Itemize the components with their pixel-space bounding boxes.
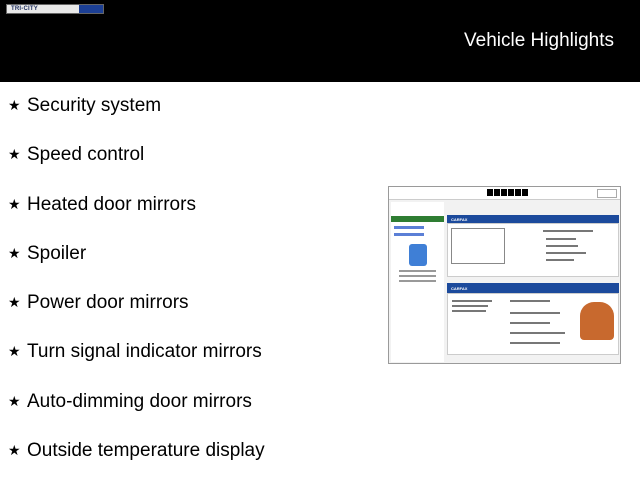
carfax-sidebar [391, 202, 444, 362]
feature-label: Spoiler [27, 242, 87, 264]
sidebar-link [394, 226, 424, 229]
feature-item [8, 391, 265, 440]
feature-item [8, 292, 265, 341]
panel-text-line [510, 300, 550, 302]
panel-text-line [452, 305, 488, 307]
star-icon: ★ [8, 343, 21, 360]
feature-item [8, 95, 265, 144]
star-icon: ★ [8, 97, 21, 113]
carfax-fox-icon [580, 302, 614, 340]
panel-text-line [546, 238, 576, 240]
panel-text-line [546, 259, 574, 261]
panel-text-line [510, 312, 560, 314]
sidebar-text-line [399, 275, 436, 277]
header-bar [0, 0, 640, 82]
value-chart-box [451, 228, 505, 264]
feature-item [8, 243, 265, 292]
feature-label: Turn signal indicator mirrors [27, 341, 262, 363]
carfax-main [447, 202, 619, 362]
history-panel [447, 293, 619, 355]
feature-label: Auto-dimming door mirrors [27, 390, 252, 412]
feature-label: Heated door mirrors [27, 193, 196, 215]
carfax-logo [487, 189, 529, 196]
panel-text-line [546, 245, 578, 247]
feature-item [8, 440, 265, 489]
dealer-logo-contact [79, 5, 103, 13]
panel-text-line [510, 342, 560, 344]
panel-text-line [546, 252, 586, 254]
feature-label: Speed control [27, 144, 145, 166]
carfax-badge-icon [409, 244, 427, 266]
feature-label: Outside temperature display [27, 440, 265, 462]
star-icon: ★ [8, 244, 21, 261]
sidebar-active-item [391, 216, 444, 222]
page-title: Vehicle Highlights [464, 30, 614, 51]
feature-item [8, 194, 265, 243]
panel-text-line [543, 230, 593, 232]
feature-label: Power door mirrors [27, 292, 189, 314]
panel-text-line [452, 310, 486, 312]
star-icon: ★ [8, 195, 21, 212]
dealer-logo-text: TRI-CITY [11, 6, 38, 12]
feature-list [8, 95, 265, 489]
carfax-report-thumbnail[interactable] [388, 186, 621, 364]
sidebar-text-line [399, 280, 436, 282]
sidebar-link [394, 233, 424, 236]
value-panel [447, 223, 619, 277]
carfax-topbar [389, 187, 620, 200]
panel-text-line [510, 332, 565, 334]
feature-item [8, 341, 265, 390]
panel-text-line [452, 300, 492, 302]
value-report-bar: CARFAX [447, 215, 619, 223]
sidebar-text-line [399, 270, 436, 272]
star-icon: ★ [8, 146, 21, 163]
star-icon: ★ [8, 442, 21, 459]
print-button [597, 189, 617, 198]
feature-label: Security system [27, 95, 162, 116]
panel-text-line [510, 322, 550, 324]
star-icon: ★ [8, 392, 21, 409]
dealer-logo[interactable] [6, 4, 104, 14]
history-report-bar: CARFAX [447, 283, 619, 293]
feature-item [8, 144, 265, 193]
star-icon: ★ [8, 294, 21, 311]
